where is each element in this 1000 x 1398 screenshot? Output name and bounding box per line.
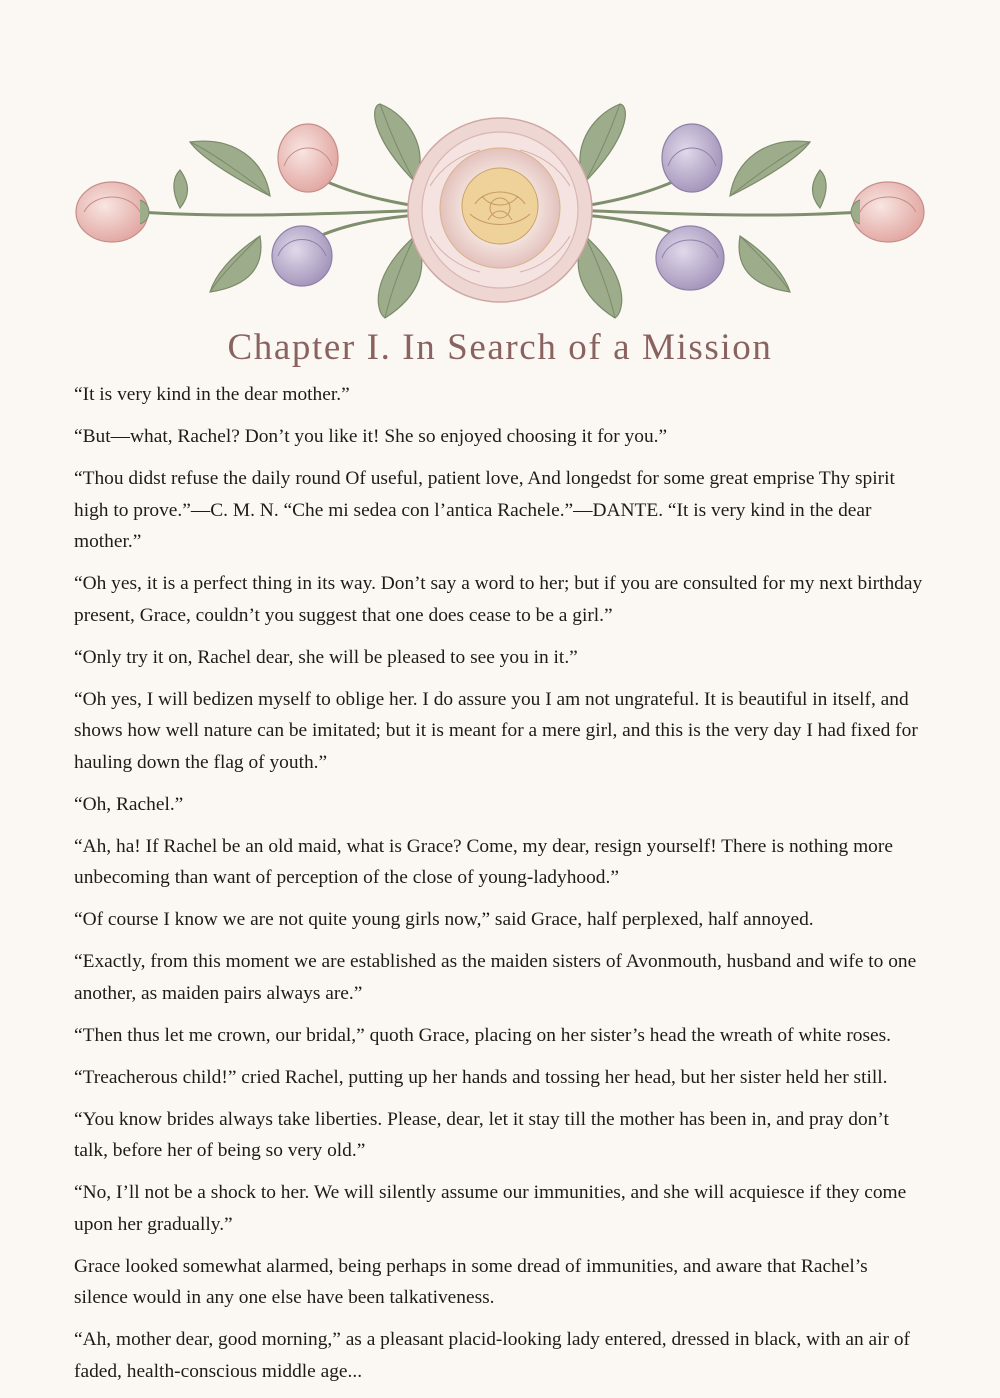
paragraph: “But—what, Rachel? Don’t you like it! She so enjoyed choosing it for you.”: [74, 426, 668, 447]
paragraph: “Oh yes, I will bedizen myself to oblige her. I do assure you I am not ungrateful. It is beautiful in itself, and shows how well nature can be imitated; but it is meant for a mere girl, and this is the very day I had fixed for hauling down the flag of youth.”: [74, 688, 918, 773]
paragraph: “Of course I know we are not quite young girls now,” said Grace, half perplexed, half annoyed.: [74, 909, 814, 930]
chapter-body: [74, 379, 926, 1398]
paragraph: “Treacherous child!” cried Rachel, putting up her hands and tossing her head, but her sister held her still.: [74, 1066, 888, 1088]
paragraph: “Then thus let me crown, our bridal,” quoth Grace, placing on her sister’s head the wreath of white roses.: [74, 1024, 892, 1046]
paragraph: “It is very kind in the dear mother.”: [74, 384, 350, 405]
paragraph: “Thou didst refuse the daily round Of useful, patient love, And longedst for some great emprise Thy spirit high to prove.”—C. M. N. “Che mi sedea con l’antica Rachele.”—DANTE. “It is very kind in the dear mother.”: [74, 468, 895, 552]
paragraph: “No, I’ll not be a shock to her. We will silently assume our immunities, and she will acquiesce if they come upon her gradually.”: [74, 1182, 907, 1235]
floral-rose-garland-icon: [70, 96, 930, 330]
paragraph: “Oh yes, it is a perfect thing in its way. Don’t say a word to her; but if you are consulted for my next birthday present, Grace, couldn’t you suggest that one does cease to be a girl.”: [74, 573, 923, 626]
paragraph: Grace looked somewhat alarmed, being perhaps in some dread of immunities, and aware that Rachel’s silence would in any one else have been talkativeness.: [74, 1255, 868, 1308]
paragraph: “You know brides always take liberties. Please, dear, let it stay till the mother has been in, and pray don’t talk, before her of being so very old.”: [74, 1108, 889, 1161]
paragraph: “Only try it on, Rachel dear, she will be pleased to see you in it.”: [74, 646, 578, 668]
paragraph: “Ah, mother dear, good morning,” as a pleasant placid-looking lady entered, dressed in black, with an air of faded, health-conscious middle age...: [74, 1329, 910, 1382]
paragraph: “Ah, ha! If Rachel be an old maid, what is Grace? Come, my dear, resign yourself! There is nothing more unbecoming than want of perception of the close of young-ladyhood.”: [74, 835, 893, 888]
paragraph: “Oh, Rachel.”: [74, 793, 184, 815]
chapter-title: Chapter I. In Search of a Mission: [227, 327, 773, 368]
paragraph: “Exactly, from this moment we are established as the maiden sisters of Avonmouth, husband and wife to one another, as maiden pairs always are.”: [74, 951, 917, 1004]
